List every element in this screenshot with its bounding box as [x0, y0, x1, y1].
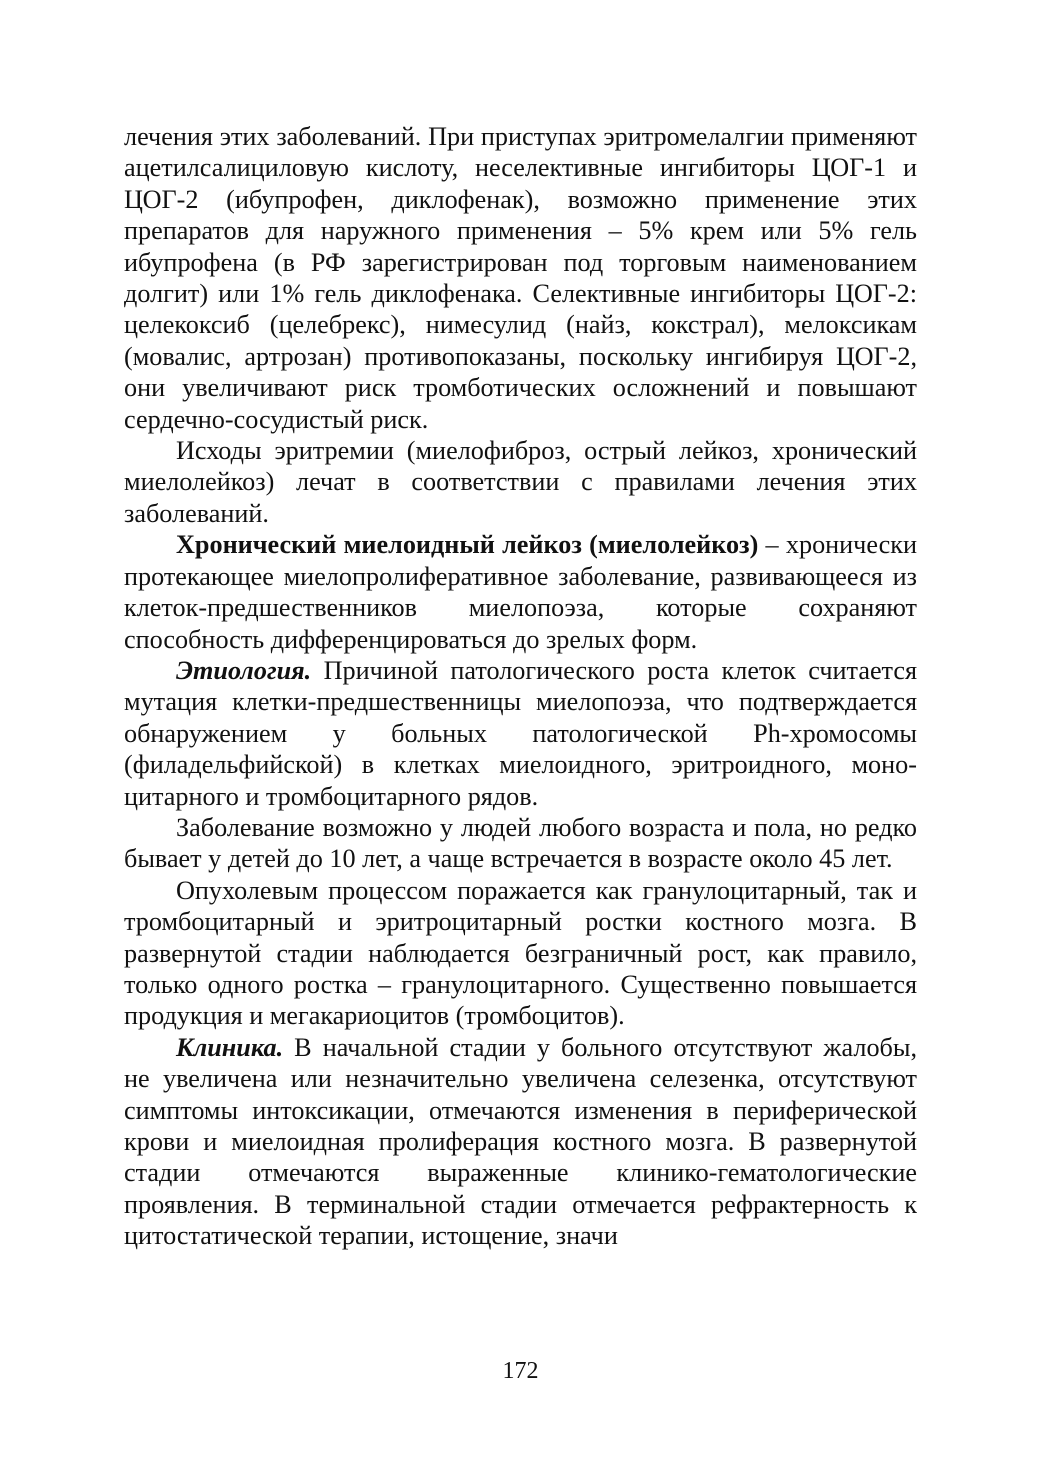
- paragraph-text: Опухолевым процессом поражается как гранулоцитарный, так и тромбоцитарный и эритроцитарный ростки костного мозга. В развернутой стадии наблюдается безграничный рост, как правило, только одного ростка – гранулоцитарного. Существенно повышается продукция и мегакариоцитов (тромбоцитов).: [124, 875, 917, 1031]
- section-label: Этиология.: [176, 655, 312, 685]
- page-number: 172: [502, 1358, 539, 1384]
- paragraph-epidemiology: [124, 812, 917, 875]
- paragraph-continuation: [124, 121, 917, 435]
- paragraph-text: лечения этих заболеваний. При приступах эритромелалгии применяют ацетилсалициловую кислоту, неселективные ингибиторы ЦОГ-1 и ЦОГ-2 (ибупрофен, диклофенак), возможно применение этих препаратов для наружного применения – 5% крем или 5% гель ибупрофена (в РФ зарегистрирован под торговым наименованием долгит) или 1% гель диклофенака. Селективные ингибиторы ЦОГ-2: целекоксиб (целебрекс), нимесулид (найз, кокстрал), мелоксикам (мовалис, артрозан) противопоказаны, поскольку ингибируя ЦОГ-2, они увеличивают риск тромботических осложнений и повышают сердечно-сосудистый риск.: [124, 122, 917, 434]
- page-body: [124, 121, 917, 1252]
- paragraph-text: Заболевание возможно у людей любого возраста и пола, но редко бывает у детей до 10 лет, а чаще встречается в возрасте около 45 лет.: [124, 812, 917, 874]
- paragraph-clinic: [124, 1032, 917, 1252]
- paragraph-outcomes: [124, 435, 917, 529]
- section-label: Клиника.: [176, 1032, 284, 1062]
- paragraph-text: Причиной патологического роста клеток считается мутация клетки-предшественницы миелопоэза, что подтверждается обнаружением у больных патологической Ph-хромосомы (филадельфийской) в клетках миелоидного, эритроидного, моноцитарного и тромбоцитарного рядов.: [124, 655, 917, 811]
- paragraph-definition: [124, 529, 917, 655]
- paragraph-etiology: [124, 655, 917, 812]
- paragraph-text: Исходы эритремии (миелофиброз, острый лейкоз, хронический миелолейкоз) лечат в соответствии с правилами лечения этих заболеваний.: [124, 436, 917, 528]
- paragraph-pathology: [124, 875, 917, 1032]
- paragraph-text: – хронически протекающее миелопролиферативное заболевание, развивающееся из клеток-предшественников миелопоэза, которые сохраняют способность дифференцироваться до зрелых форм.: [124, 530, 917, 654]
- term-heading: Хронический миелоидный лейкоз (миелолейкоз): [176, 530, 759, 560]
- paragraph-text: В начальной стадии у больного отсутствуют жалобы, не увеличена или незначительно увеличена селезенка, отсутствуют симптомы интоксикации, отмечаются изменения в периферической крови и миелоидная пролиферация костного мозга. В развернутой стадии отмечаются выраженные клинико-гематологические проявления. В терминальной стадии отмечается рефрактерность к цитостатической терапии, истощение, значи: [124, 1032, 917, 1251]
